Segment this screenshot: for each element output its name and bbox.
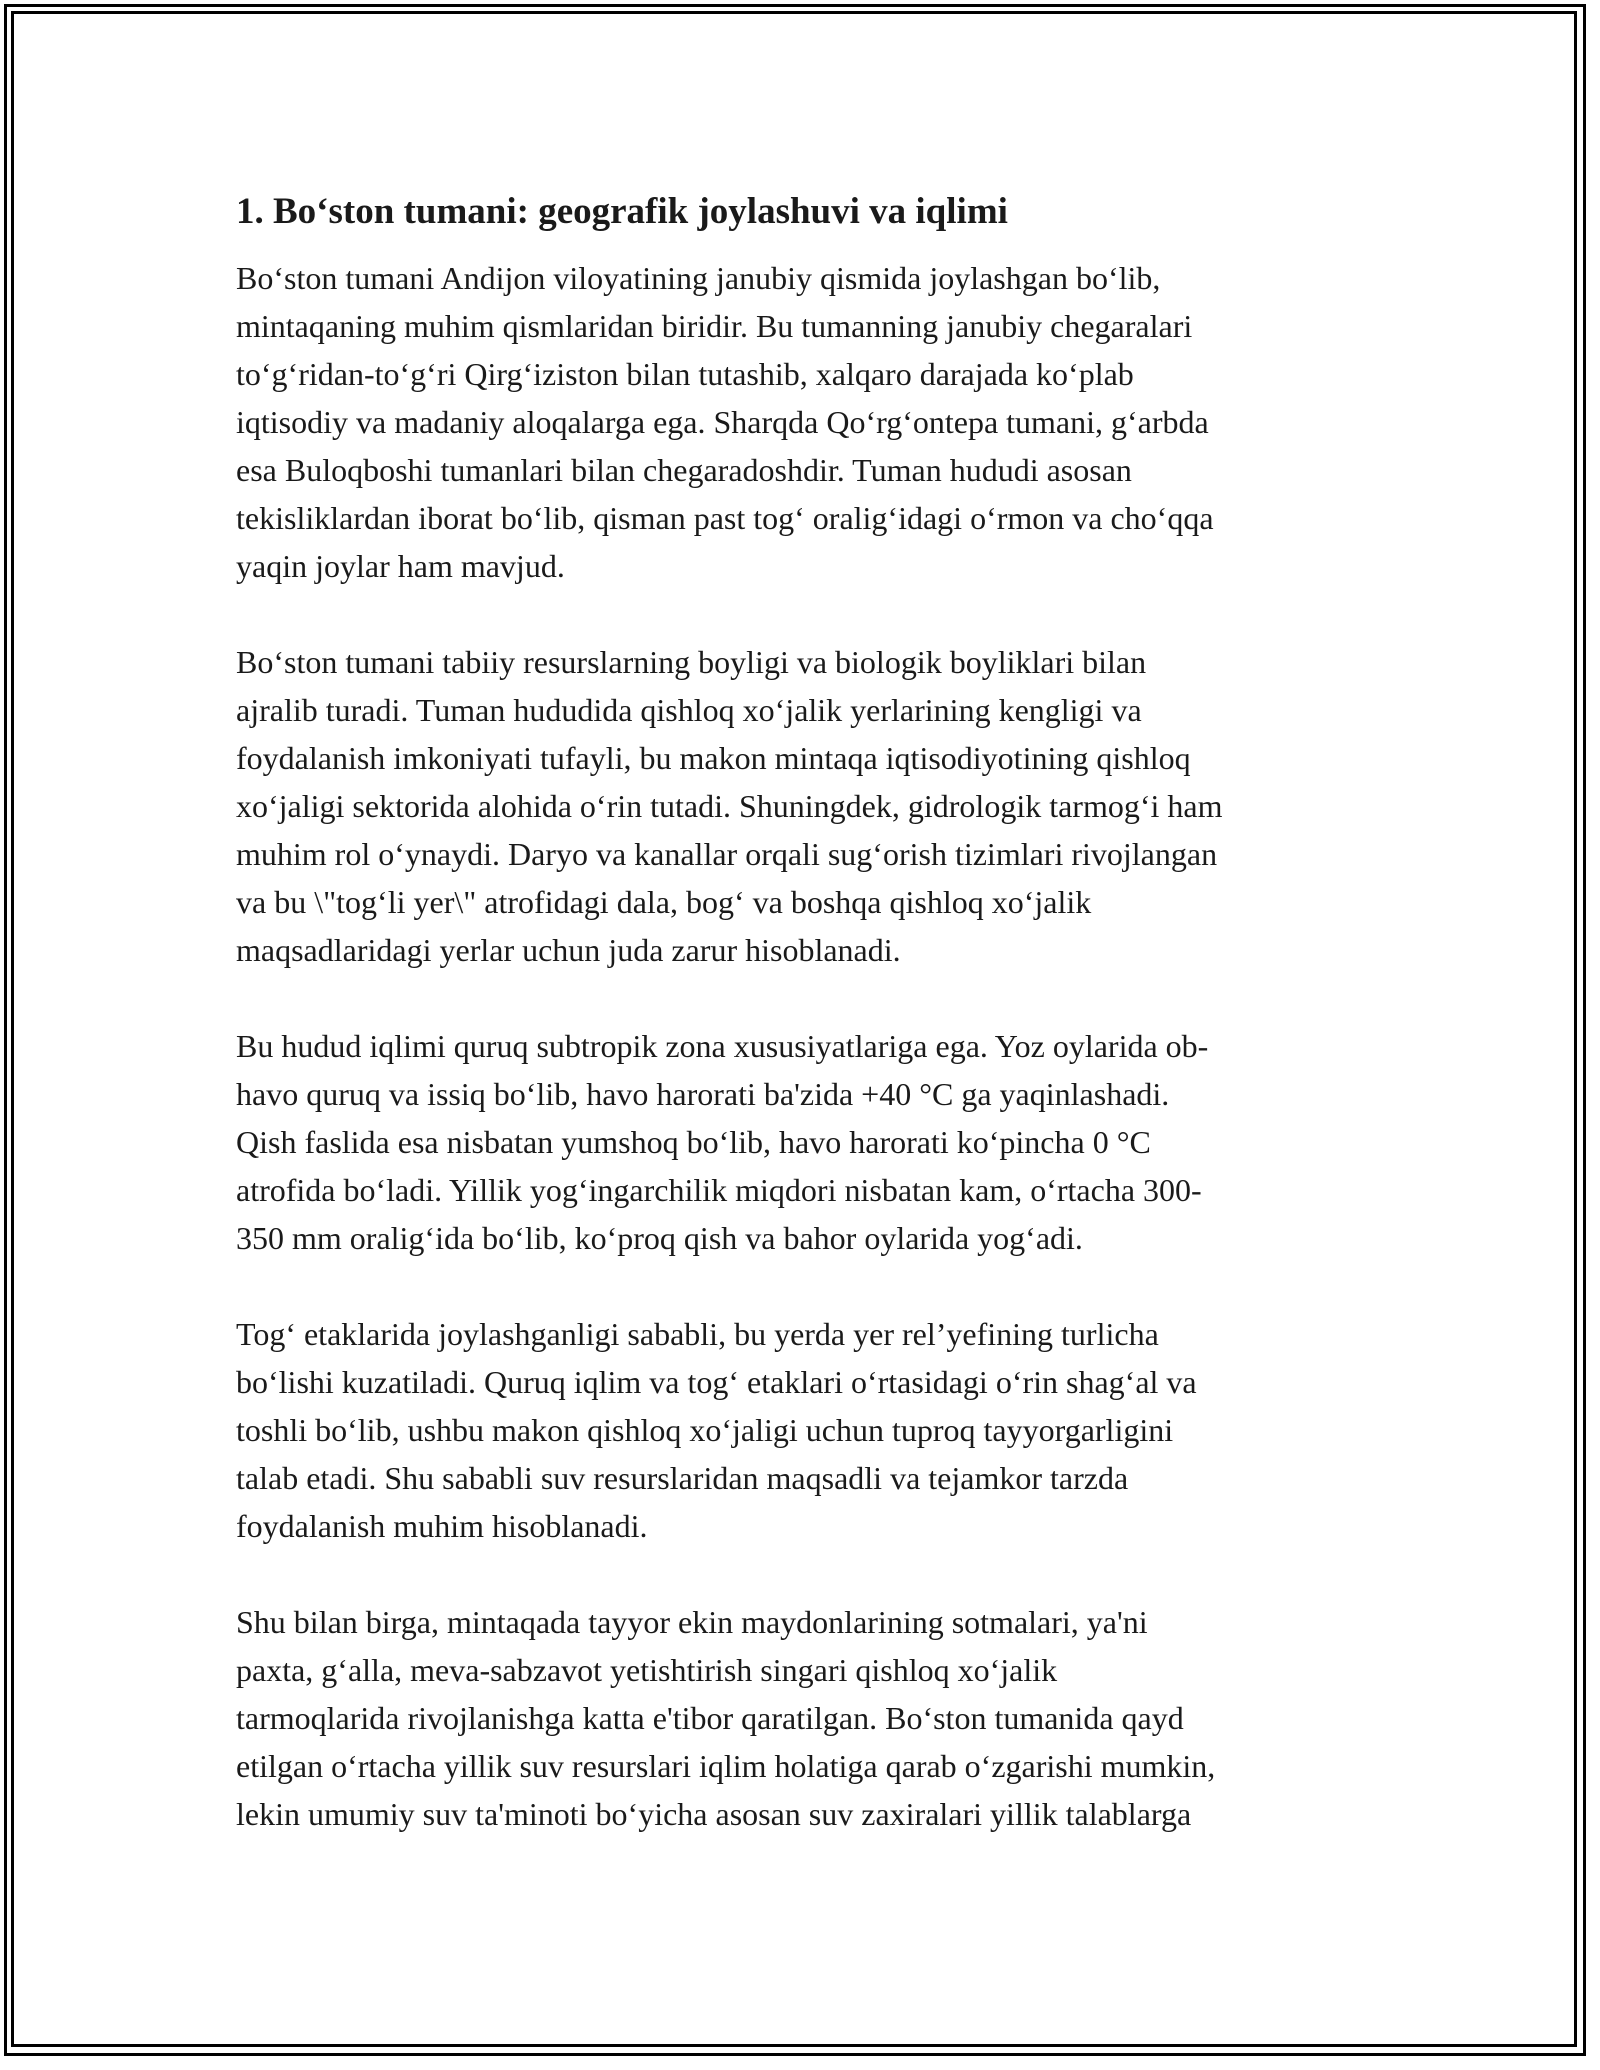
text-line: Tog‘ etaklarida joylashganligi sababli, bu yerda yer rel’yefining turlicha	[236, 1316, 1159, 1352]
text-line: muhim rol o‘ynaydi. Daryo va kanallar orqali sug‘orish tizimlari rivojlangan	[236, 836, 1218, 872]
text-line: foydalanish imkoniyati tufayli, bu makon mintaqa iqtisodiyotining qishloq	[236, 740, 1191, 776]
text-line: paxta, g‘alla, meva-sabzavot yetishtirish singari qishloq xo‘jalik	[236, 1652, 1058, 1688]
text-line: esa Buloqboshi tumanlari bilan chegaradoshdir. Tuman hududi asosan	[236, 452, 1132, 488]
paragraph	[236, 1310, 1376, 1550]
text-line: maqsadlaridagi yerlar uchun juda zarur hisoblanadi.	[236, 932, 901, 968]
text-line: tekisliklardan iborat bo‘lib, qisman past tog‘ oralig‘idagi o‘rmon va cho‘qqa	[236, 500, 1214, 536]
text-line: yaqin joylar ham mavjud.	[236, 548, 565, 584]
paragraph	[236, 1598, 1376, 1838]
text-line: havo quruq va issiq bo‘lib, havo harorati ba'zida +40 °C ga yaqinlashadi.	[236, 1076, 1170, 1112]
text-line: mintaqaning muhim qismlaridan biridir. Bu tumanning janubiy chegaralari	[236, 308, 1193, 344]
text-line: foydalanish muhim hisoblanadi.	[236, 1508, 648, 1544]
text-line: bo‘lishi kuzatiladi. Quruq iqlim va tog‘ etaklari o‘rtasidagi o‘rin shag‘al va	[236, 1364, 1197, 1400]
text-line: iqtisodiy va madaniy aloqalarga ega. Sharqda Qo‘rg‘ontepa tumani, g‘arbda	[236, 404, 1209, 440]
text-line: atrofida bo‘ladi. Yillik yog‘ingarchilik miqdori nisbatan kam, o‘rtacha 300-	[236, 1172, 1202, 1208]
text-line: xo‘jaligi sektorida alohida o‘rin tutadi. Shuningdek, gidrologik tarmog‘i ham	[236, 788, 1223, 824]
text-line: to‘g‘ridan-to‘g‘ri Qirg‘iziston bilan tutashib, xalqaro darajada ko‘plab	[236, 356, 1134, 392]
text-line: tarmoqlarida rivojlanishga katta e'tibor qaratilgan. Bo‘ston tumanida qayd	[236, 1700, 1184, 1736]
text-line: ajralib turadi. Tuman hududida qishloq xo‘jalik yerlarining kengligi va	[236, 692, 1142, 728]
text-line: Bo‘ston tumani Andijon viloyatining janubiy qismida joylashgan bo‘lib,	[236, 260, 1161, 296]
text-line: Shu bilan birga, mintaqada tayyor ekin maydonlarining sotmalari, ya'ni	[236, 1604, 1148, 1640]
paragraph	[236, 638, 1376, 974]
paragraph	[236, 254, 1376, 590]
text-line: etilgan o‘rtacha yillik suv resurslari iqlim holatiga qarab o‘zgarishi mumkin,	[236, 1748, 1216, 1784]
text-line: Bu hudud iqlimi quruq subtropik zona xususiyatlariga ega. Yoz oylarida ob-	[236, 1028, 1209, 1064]
text-line: talab etadi. Shu sababli suv resurslaridan maqsadli va tejamkor tarzda	[236, 1460, 1129, 1496]
text-line: Qish faslida esa nisbatan yumshoq bo‘lib, havo harorati ko‘pincha 0 °C	[236, 1124, 1151, 1160]
section-heading: 1. Bo‘ston tumani: geografik joylashuvi va iqlimi	[236, 191, 1008, 232]
text-line: Bo‘ston tumani tabiiy resurslarning boyligi va biologik boyliklari bilan	[236, 644, 1147, 680]
text-line: va bu \"tog‘li yer\" atrofidagi dala, bog‘ va boshqa qishloq xo‘jalik	[236, 884, 1092, 920]
paragraph	[236, 1022, 1376, 1262]
text-line: 350 mm oralig‘ida bo‘lib, ko‘proq qish va bahor oylarida yog‘adi.	[236, 1220, 1083, 1256]
paragraph-list	[236, 254, 1376, 1838]
text-line: toshli bo‘lib, ushbu makon qishloq xo‘jaligi uchun tuproq tayyorgarligini	[236, 1412, 1174, 1448]
text-line: lekin umumiy suv ta'minoti bo‘yicha asosan suv zaxiralari yillik talablarga	[236, 1796, 1192, 1832]
document-body	[236, 186, 1376, 1886]
